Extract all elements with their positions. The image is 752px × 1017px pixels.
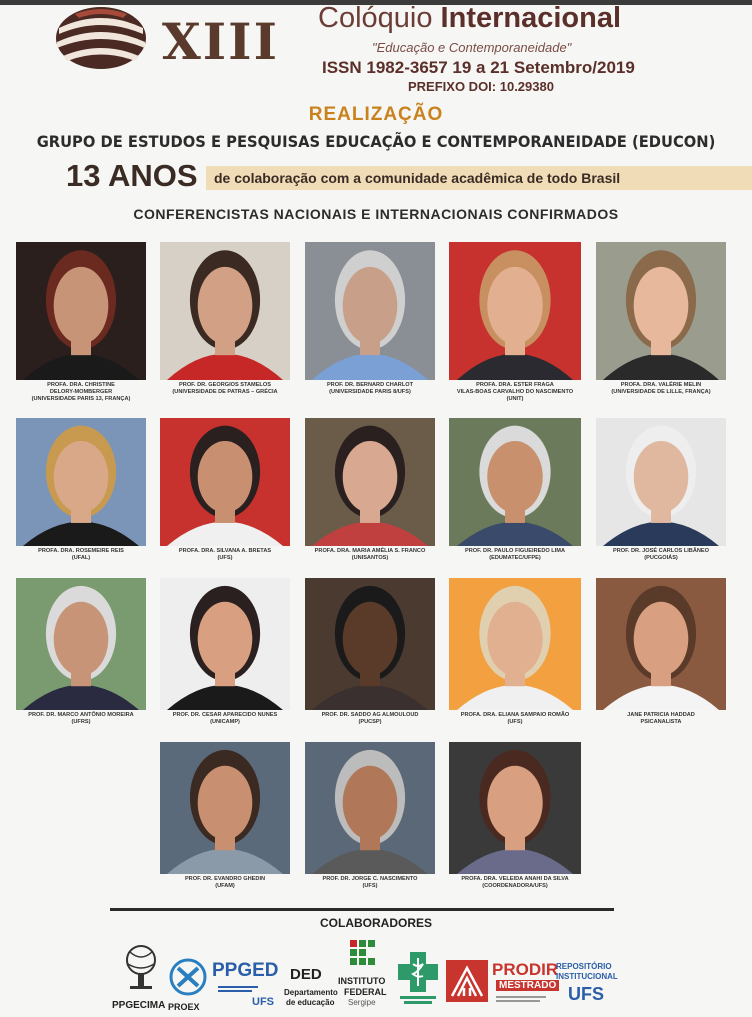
prodir-mestrado: MESTRADO bbox=[496, 980, 559, 991]
speaker-caption-line1: PROF. DR. SADDO AG ALMOULOUD bbox=[321, 712, 419, 718]
speaker-caption-line2: (UFAM) bbox=[215, 883, 235, 889]
speaker-photo bbox=[305, 418, 435, 546]
speaker-photo bbox=[16, 578, 146, 710]
speaker-caption-line2: (UFRS) bbox=[71, 719, 91, 725]
ppged-logo bbox=[212, 940, 284, 1017]
speaker-caption bbox=[152, 712, 298, 726]
speaker-caption bbox=[152, 876, 298, 890]
repo-line3: UFS bbox=[568, 984, 604, 1004]
ded-sub1: Departamento bbox=[284, 988, 338, 997]
speaker-caption-line1: JANE PATRICIA HADDAD bbox=[627, 712, 695, 718]
speaker-caption bbox=[8, 548, 154, 562]
speaker-photo bbox=[449, 578, 581, 710]
speaker-caption-line1: PROF. DR. BERNARD CHARLOT bbox=[326, 382, 414, 388]
speaker-photo bbox=[160, 742, 290, 874]
speaker-caption-line1: PROFA. DRA. MARIA AMÉLIA S. FRANCO bbox=[314, 548, 426, 554]
speaker-caption-line1: PROF. DR. PAULO FIGUEIREDO LIMA bbox=[465, 548, 565, 554]
speaker-caption-line1: PROFA. DRA. ELIANA SAMPAIO ROMÃO bbox=[460, 712, 570, 718]
speaker-caption bbox=[588, 712, 734, 726]
speaker-photo bbox=[449, 742, 581, 874]
speaker-caption-line1: PROF. DR. GEORGIOS STAMELOS bbox=[179, 382, 271, 388]
speaker-photo bbox=[305, 742, 435, 874]
speaker-caption-line3: (UNIVERSIDADE PARIS 13, FRANÇA) bbox=[31, 396, 131, 402]
prodir-logo bbox=[492, 940, 559, 1017]
speaker-card bbox=[305, 742, 435, 898]
speaker-caption bbox=[441, 548, 589, 562]
speaker-caption bbox=[441, 876, 589, 890]
speaker-caption-line3: (UNIT) bbox=[506, 396, 524, 402]
speaker-card bbox=[160, 418, 290, 570]
speaker-photo bbox=[16, 242, 146, 380]
event-title bbox=[318, 2, 621, 35]
ded-label: DED bbox=[290, 966, 322, 983]
speaker-card bbox=[449, 418, 581, 570]
speaker-caption-line1: PROF. DR. CESAR APARECIDO NUNES bbox=[172, 712, 278, 718]
repo-line2: INSTITUCIONAL bbox=[556, 972, 618, 981]
speaker-caption-line1: PROFA. DRA. SILVANA A. BRETAS bbox=[178, 548, 272, 554]
speaker-caption bbox=[441, 712, 589, 726]
speaker-caption-line1: PROFA. DRA. ESTER FRAGA bbox=[476, 382, 554, 388]
speaker-card bbox=[596, 578, 726, 734]
speaker-caption bbox=[297, 548, 443, 562]
anniversary-row bbox=[66, 158, 706, 194]
speaker-card bbox=[160, 578, 290, 734]
footer-divider bbox=[110, 908, 614, 911]
speaker-card bbox=[305, 418, 435, 570]
prodir-label: PRODIR bbox=[492, 960, 559, 979]
speaker-caption-line2: (EDUMATEC/UFPE) bbox=[489, 555, 541, 561]
speaker-caption-line1: PROF. DR. EVANDRO GHEDIN bbox=[184, 876, 266, 882]
speaker-caption bbox=[297, 382, 443, 396]
speaker-caption-line2: (UNICAMP) bbox=[210, 719, 240, 725]
if-line2: FEDERAL bbox=[344, 987, 387, 997]
speaker-caption-line1: PROFA. DRA. CHRISTINE bbox=[47, 382, 115, 388]
speaker-caption-line2: VILAS-BOAS CARVALHO DO NASCIMENTO bbox=[456, 389, 574, 395]
speaker-caption-line2: (UNISANTOS) bbox=[351, 555, 389, 561]
instituto-federal-logo bbox=[338, 940, 392, 1017]
ppgecima-label: PPGECIMA bbox=[112, 1000, 166, 1011]
collaborators-heading: COLABORADORES bbox=[319, 916, 432, 930]
speaker-photo bbox=[596, 578, 726, 710]
ppgecima-logo bbox=[112, 940, 166, 1017]
speaker-card bbox=[16, 242, 146, 404]
speaker-photo bbox=[16, 418, 146, 546]
speaker-card bbox=[16, 418, 146, 570]
doi-prefix: PREFIXO DOI: 10.29380 bbox=[408, 79, 554, 94]
speaker-caption-line2: (COORDENADORA/UFS) bbox=[482, 883, 548, 889]
medicina-logo bbox=[396, 940, 442, 1017]
speaker-caption-line1: PROFA. DRA. VALÉRIE MELIN bbox=[620, 382, 702, 388]
repositorio-logo bbox=[556, 940, 620, 1017]
speaker-photo bbox=[596, 418, 726, 546]
speaker-caption bbox=[152, 382, 298, 396]
speaker-card bbox=[160, 242, 290, 404]
speaker-caption bbox=[441, 382, 589, 403]
speaker-caption-line2: (UFAL) bbox=[71, 555, 91, 561]
speaker-photo bbox=[449, 418, 581, 546]
speaker-photo bbox=[160, 578, 290, 710]
event-subtitle: "Educação e Contemporaneidade" bbox=[372, 40, 572, 55]
speaker-caption-line1: PROFA. DRA. VELEIDA ANAHI DA SILVA bbox=[461, 876, 569, 882]
speaker-photo bbox=[305, 578, 435, 710]
speaker-card bbox=[449, 742, 581, 898]
speaker-caption-line2: (UNIVERSIDADE DE PATRAS – GRÉCIA bbox=[172, 389, 278, 395]
event-title-bold: Internacional bbox=[440, 2, 622, 34]
speaker-card bbox=[449, 242, 581, 404]
edition-number: XIII bbox=[162, 12, 279, 71]
speaker-photo bbox=[160, 418, 290, 546]
speaker-caption bbox=[297, 712, 443, 726]
speaker-photo bbox=[596, 242, 726, 380]
speaker-caption bbox=[588, 548, 734, 562]
speaker-caption-line1: PROF. DR. JOSÉ CARLOS LIBÂNEO bbox=[612, 548, 710, 554]
speaker-caption-line1: PROF. DR. MARCO ANTÔNIO MOREIRA bbox=[28, 712, 134, 718]
speaker-caption bbox=[8, 712, 154, 726]
anniversary-text: de colaboração com a comunidade acadêmica de todo Brasil bbox=[214, 170, 621, 186]
speaker-caption-line2: (UNIVERSIDADE DE LILLE, FRANÇA) bbox=[611, 389, 711, 395]
speaker-caption bbox=[8, 382, 154, 403]
speaker-card bbox=[596, 242, 726, 404]
speaker-caption-line2: DELORY-MOMBERGER bbox=[49, 389, 113, 395]
speaker-card bbox=[596, 418, 726, 570]
speaker-photo bbox=[160, 242, 290, 380]
if-line1: INSTITUTO bbox=[338, 976, 386, 986]
speaker-card bbox=[16, 578, 146, 734]
speaker-caption-line2: (UFS) bbox=[507, 719, 523, 725]
speaker-photo bbox=[449, 242, 581, 380]
speaker-photo bbox=[305, 242, 435, 380]
speaker-caption-line2: (UFS) bbox=[217, 555, 233, 561]
speaker-caption bbox=[588, 382, 734, 396]
speaker-card bbox=[449, 578, 581, 734]
speaker-card bbox=[305, 242, 435, 404]
proex-logo bbox=[166, 940, 210, 1017]
speaker-card bbox=[305, 578, 435, 734]
realizacao-heading: REALIZAÇÃO bbox=[308, 104, 444, 125]
speaker-caption-line2: (PUCGOIÁS) bbox=[644, 555, 678, 561]
speaker-caption-line2: (UFS) bbox=[362, 883, 378, 889]
if-line3: Sergipe bbox=[348, 998, 376, 1007]
ppged-label: PPGED bbox=[212, 960, 279, 981]
speaker-caption-line2: PSICANALISTA bbox=[640, 719, 682, 725]
speakers-heading: CONFERENCISTAS NACIONAIS E INTERNACIONAIS CONFIRMADOS bbox=[133, 206, 619, 222]
repo-line1: REPOSITÓRIO bbox=[556, 962, 612, 971]
ufs-seal-logo bbox=[446, 940, 490, 1017]
ppged-ufs: UFS bbox=[252, 996, 274, 1008]
issn-dates: ISSN 1982-3657 19 a 21 Setembro/2019 bbox=[322, 58, 635, 77]
speaker-caption-line1: PROFA. DRA. ROSEMEIRE REIS bbox=[38, 548, 124, 554]
speaker-card bbox=[160, 742, 290, 898]
proex-label: PROEX bbox=[168, 1002, 200, 1012]
ded-logo bbox=[284, 940, 336, 1017]
event-title-light: Colóquio bbox=[318, 2, 433, 34]
coloquio-logo bbox=[55, 6, 147, 70]
speaker-caption-line1: PROF. DR. JORGE C. NASCIMENTO bbox=[322, 876, 418, 882]
anniversary-years: 13 ANOS bbox=[66, 158, 198, 193]
speaker-caption bbox=[152, 548, 298, 562]
speaker-caption bbox=[297, 876, 443, 890]
ded-sub2: de educação bbox=[286, 998, 335, 1007]
speaker-caption-line2: (UNIVERSIDADE PARIS 8/UFS) bbox=[329, 389, 411, 395]
speaker-caption-line2: (PUCSP) bbox=[358, 719, 382, 725]
group-name: GRUPO DE ESTUDOS E PESQUISAS EDUCAÇÃO E CONTEMPORANEIDADE (EDUCON) bbox=[36, 132, 716, 151]
